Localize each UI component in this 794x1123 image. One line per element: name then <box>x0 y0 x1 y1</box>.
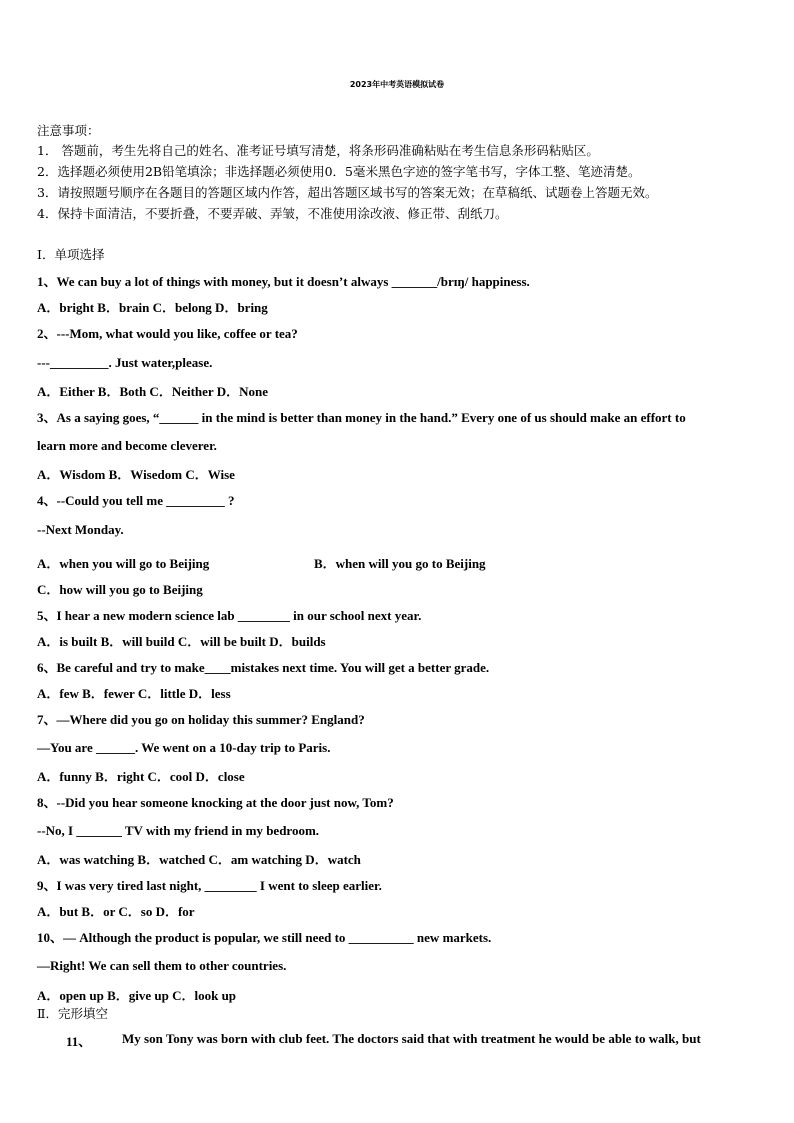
question-1: 1、We can buy a lot of things with money, but it doesn’t always _______/brɪŋ/ happiness. <box>37 274 530 289</box>
question-9-options: A．but B．or C．so D．for <box>37 904 195 919</box>
question-4-option-c: C．how will you go to Beijing <box>37 582 203 597</box>
question-10: 10、— Although the product is popular, we still need to __________ new markets. <box>37 930 492 945</box>
question-10-options: A．open up B．give up C．look up <box>37 988 237 1003</box>
question-7: 7、—Where did you go on holiday this summer? England? <box>37 712 365 727</box>
question-3-continued: learn more and become cleverer. <box>37 438 217 453</box>
question-11-number: 11、 <box>66 1034 92 1049</box>
question-7-reply: —You are ______. We went on a 10-day trip to Paris. <box>37 740 331 755</box>
note-item-3: 3．请按照题号顺序在各题目的答题区域内作答，超出答题区域书写的答案无效；在草稿纸、试题卷上答题无效。 <box>37 185 658 200</box>
question-1-options: A．bright B．brain C．belong D．bring <box>37 300 268 315</box>
question-11-text: My son Tony was born with club feet. The doctors said that with treatment he would be able to walk, but <box>122 1031 701 1046</box>
question-4-option-a: A．when you will go to Beijing <box>37 556 210 571</box>
page-title: 2023年中考英语模拟试卷 <box>349 80 445 89</box>
question-5-options: A．is built B．will build C．will be built D．builds <box>37 634 326 649</box>
question-9: 9、I was very tired last night, ________ I went to sleep earlier. <box>37 878 382 893</box>
question-6-options: A．few B．fewer C．little D．less <box>37 686 231 701</box>
question-4: 4、--Could you tell me _________ ? <box>37 493 235 508</box>
question-10-reply: —Right! We can sell them to other countries. <box>37 958 287 973</box>
question-2: 2、---Mom, what would you like, coffee or tea? <box>37 326 298 341</box>
question-3: 3、As a saying goes, “______ in the mind is better than money in the hand.” Every one of us should make an effort to <box>37 410 686 425</box>
question-8-reply: --No, I _______ TV with my friend in my bedroom. <box>37 823 320 838</box>
question-7-options: A．funny B．right C．cool D．close <box>37 769 245 784</box>
question-3-options: A．Wisdom B．Wisedom C．Wise <box>37 467 235 482</box>
question-8-options: A．was watching B．watched C．am watching D．watch <box>37 852 361 867</box>
question-6: 6、Be careful and try to make____mistakes next time. You will get a better grade. <box>37 660 490 675</box>
question-2-options: A．Either B．Both C．Neither D．None <box>37 384 268 399</box>
section-heading-single-choice: Ⅰ．单项选择 <box>37 247 105 262</box>
note-item-1: 1． 答题前，考生先将自己的姓名、准考证号填写清楚，将条形码准确粘贴在考生信息条形码粘贴区。 <box>37 143 599 158</box>
question-2-reply: ---_________. Just water,please. <box>37 355 213 370</box>
question-5: 5、I hear a new modern science lab ________ in our school next year. <box>37 608 422 623</box>
notes-heading: 注意事项： <box>37 123 100 138</box>
question-4-option-b: B．when will you go to Beijing <box>314 556 486 571</box>
question-8: 8、--Did you hear someone knocking at the door just now, Tom? <box>37 795 394 810</box>
note-item-4: 4．保持卡面清洁，不要折叠，不要弄破、弄皱，不准使用涂改液、修正带、刮纸刀。 <box>37 206 508 221</box>
section-heading-cloze: Ⅱ．完形填空 <box>37 1006 108 1021</box>
note-item-2: 2．选择题必须使用2B铅笔填涂；非选择题必须使用0．5毫米黑色字迹的签字笔书写，字体工整、笔迹清楚。 <box>37 164 641 179</box>
question-4-reply: --Next Monday. <box>37 522 124 537</box>
